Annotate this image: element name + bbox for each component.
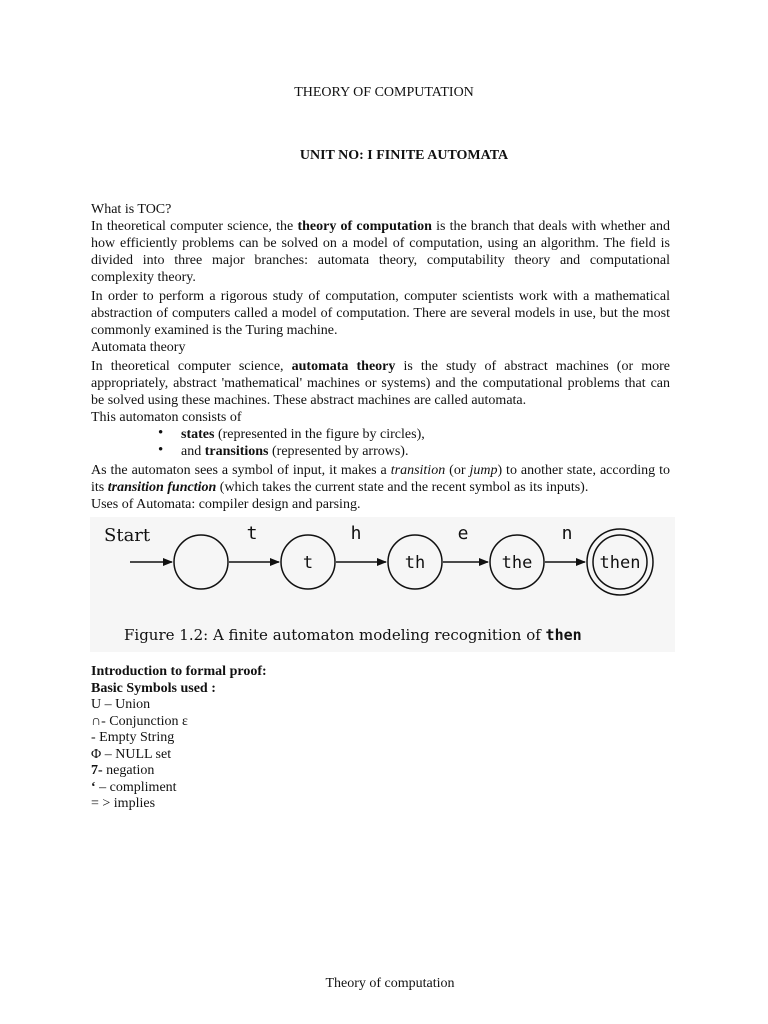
transition-text: ) to another state, according to its (91, 463, 670, 495)
state-label: t (302, 553, 314, 573)
automata-term: automata theory (291, 359, 396, 374)
toc-text: is the branch that deals with whether and how efficiently problems can be solved on a model of computation, using an algorithm. The field is divided into three major branches: automata theory, computability theory and computational complexity theory. (91, 219, 671, 285)
transition-text: As the automaton sees a symbol of input, it makes a (91, 463, 391, 478)
caption-text: Figure 1.2: A finite automaton modeling recognition of (124, 626, 546, 644)
toc-text: In theoretical computer science, the (91, 219, 298, 234)
input-symbol-label: n (561, 523, 573, 544)
figure-caption (124, 626, 582, 644)
automata-heading: Automata theory (91, 340, 186, 355)
states-term: states (181, 427, 215, 442)
transition-text: (which takes the current state and the recent symbol as its inputs). (216, 480, 589, 495)
automaton-figure (90, 517, 675, 652)
consists-line: This automaton consists of (91, 410, 242, 425)
implies-line: = > implies (91, 796, 156, 811)
input-symbol-label: t (246, 523, 258, 544)
transition-paragraph (91, 462, 670, 496)
symbol-text: – compliment (95, 779, 177, 795)
document-body (91, 201, 670, 813)
input-symbol-label: e (457, 523, 469, 544)
list-item (158, 443, 670, 460)
state-label: th (404, 553, 426, 573)
document-title: THEORY OF COMPUTATION (294, 85, 474, 100)
union-symbol-line: U – Union (91, 697, 151, 712)
list-text: (represented in the figure by circles), (214, 427, 425, 442)
null-set-line: Φ – NULL set (91, 746, 172, 762)
automaton-diagram (90, 517, 675, 652)
state-label: then (599, 553, 641, 573)
caption-keyword: then (545, 626, 582, 644)
model-paragraph: In order to perform a rigorous study of computation, computer scientists work with a mathematical abstraction of computers called a model of computation. There are several models in use, but the most commonly examined is the Turing machine. (91, 289, 670, 338)
transition-text: (or (445, 463, 470, 478)
automaton-parts-list (91, 426, 670, 460)
compliment-symbol: ‘ (91, 779, 96, 795)
symbols-heading: Basic Symbols used : (91, 680, 216, 696)
state-label: the (501, 553, 533, 573)
negation-symbol: 7- (91, 763, 103, 778)
start-label: Start (104, 525, 151, 546)
list-text: (represented by arrows). (268, 444, 409, 459)
state-circle (174, 535, 228, 589)
input-symbol-label: h (350, 523, 362, 544)
page-footer: Theory of computation (325, 976, 455, 991)
formal-proof-section (91, 664, 670, 813)
automata-text: is the study of abstract machines (or more appropriately, abstract 'mathematical' machines or systems) and the computational problems that can be solved using these machines. These abstract machines are called automata. (91, 359, 670, 408)
compliment-line (91, 780, 670, 797)
toc-term: theory of computation (297, 219, 432, 234)
empty-string-line: - Empty String (91, 730, 175, 745)
negation-line (91, 763, 670, 780)
transition-function-term: transition function (107, 480, 217, 495)
symbol-text: negation (102, 763, 155, 778)
uses-line: Uses of Automata: compiler design and parsing. (91, 497, 361, 512)
list-text: and (181, 444, 205, 459)
automata-text: In theoretical computer science, (91, 359, 292, 374)
intersection-symbol: ∩ (91, 713, 102, 729)
jump-term: jump (469, 463, 498, 478)
transitions-term: transitions (204, 444, 269, 459)
transition-term: transition (390, 463, 446, 478)
list-item (158, 426, 670, 443)
automata-paragraph (91, 358, 670, 409)
unit-title: UNIT NO: I FINITE AUTOMATA (299, 148, 509, 163)
symbol-text: - Conjunction ε (101, 713, 188, 729)
toc-paragraph (91, 218, 670, 286)
conjunction-symbol-line (91, 714, 670, 731)
proof-heading: Introduction to formal proof: (91, 664, 267, 679)
question-heading: What is TOC? (91, 202, 172, 217)
